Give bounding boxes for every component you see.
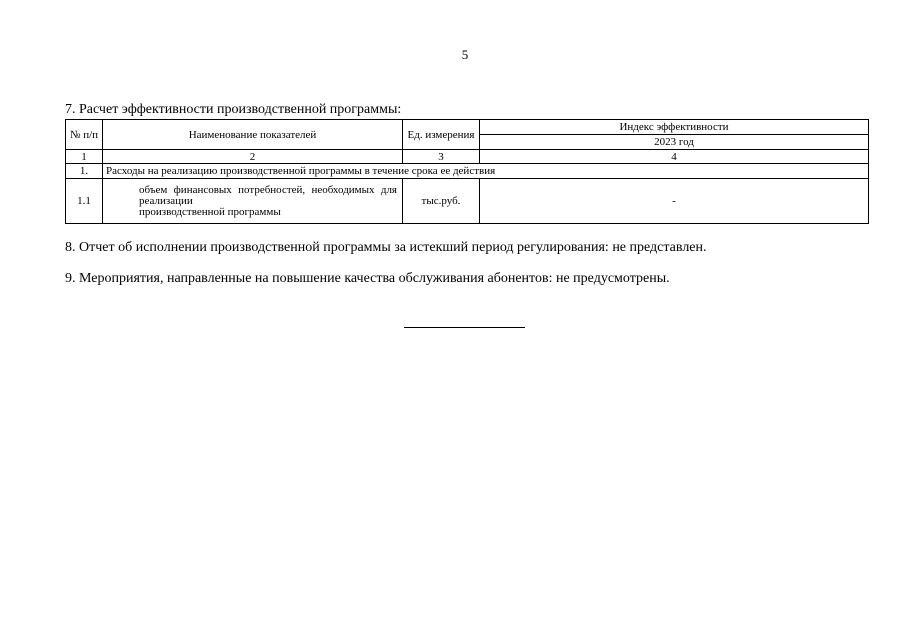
column-number-1: 1	[66, 150, 103, 164]
header-unit: Ед. измерения	[403, 120, 480, 150]
row-num: 1.1	[66, 179, 103, 224]
section-9-text: 9. Мероприятия, направленные на повышение качества обслуживания абонентов: не предусмотрены.	[65, 271, 670, 286]
row-name-text: объем финансовых потребностей, необходимых для реализации	[139, 183, 397, 207]
header-year: 2023 год	[480, 135, 869, 150]
header-num: № п/п	[66, 120, 103, 150]
table-row	[66, 179, 869, 224]
row-unit: тыс.руб.	[403, 179, 480, 224]
row-name-text-end: производственной программы	[139, 205, 281, 218]
group-row-num: 1.	[66, 164, 103, 179]
column-number-2: 2	[103, 150, 403, 164]
end-divider	[404, 327, 525, 328]
efficiency-table	[65, 119, 869, 224]
column-number-4: 4	[480, 150, 869, 164]
page-number: 5	[461, 47, 469, 62]
row-value: -	[480, 179, 869, 224]
section-8-text: 8. Отчет об исполнении производственной программы за истекший период регулирования: не представлен.	[65, 240, 707, 255]
header-name: Наименование показателей	[103, 120, 403, 150]
header-index: Индекс эффективности	[480, 120, 869, 135]
row-name	[103, 179, 403, 224]
group-row-label: Расходы на реализацию производственной программы в течение срока ее действия	[103, 164, 869, 179]
section-7-title: 7. Расчет эффективности производственной программы:	[65, 102, 402, 117]
column-number-3: 3	[403, 150, 480, 164]
